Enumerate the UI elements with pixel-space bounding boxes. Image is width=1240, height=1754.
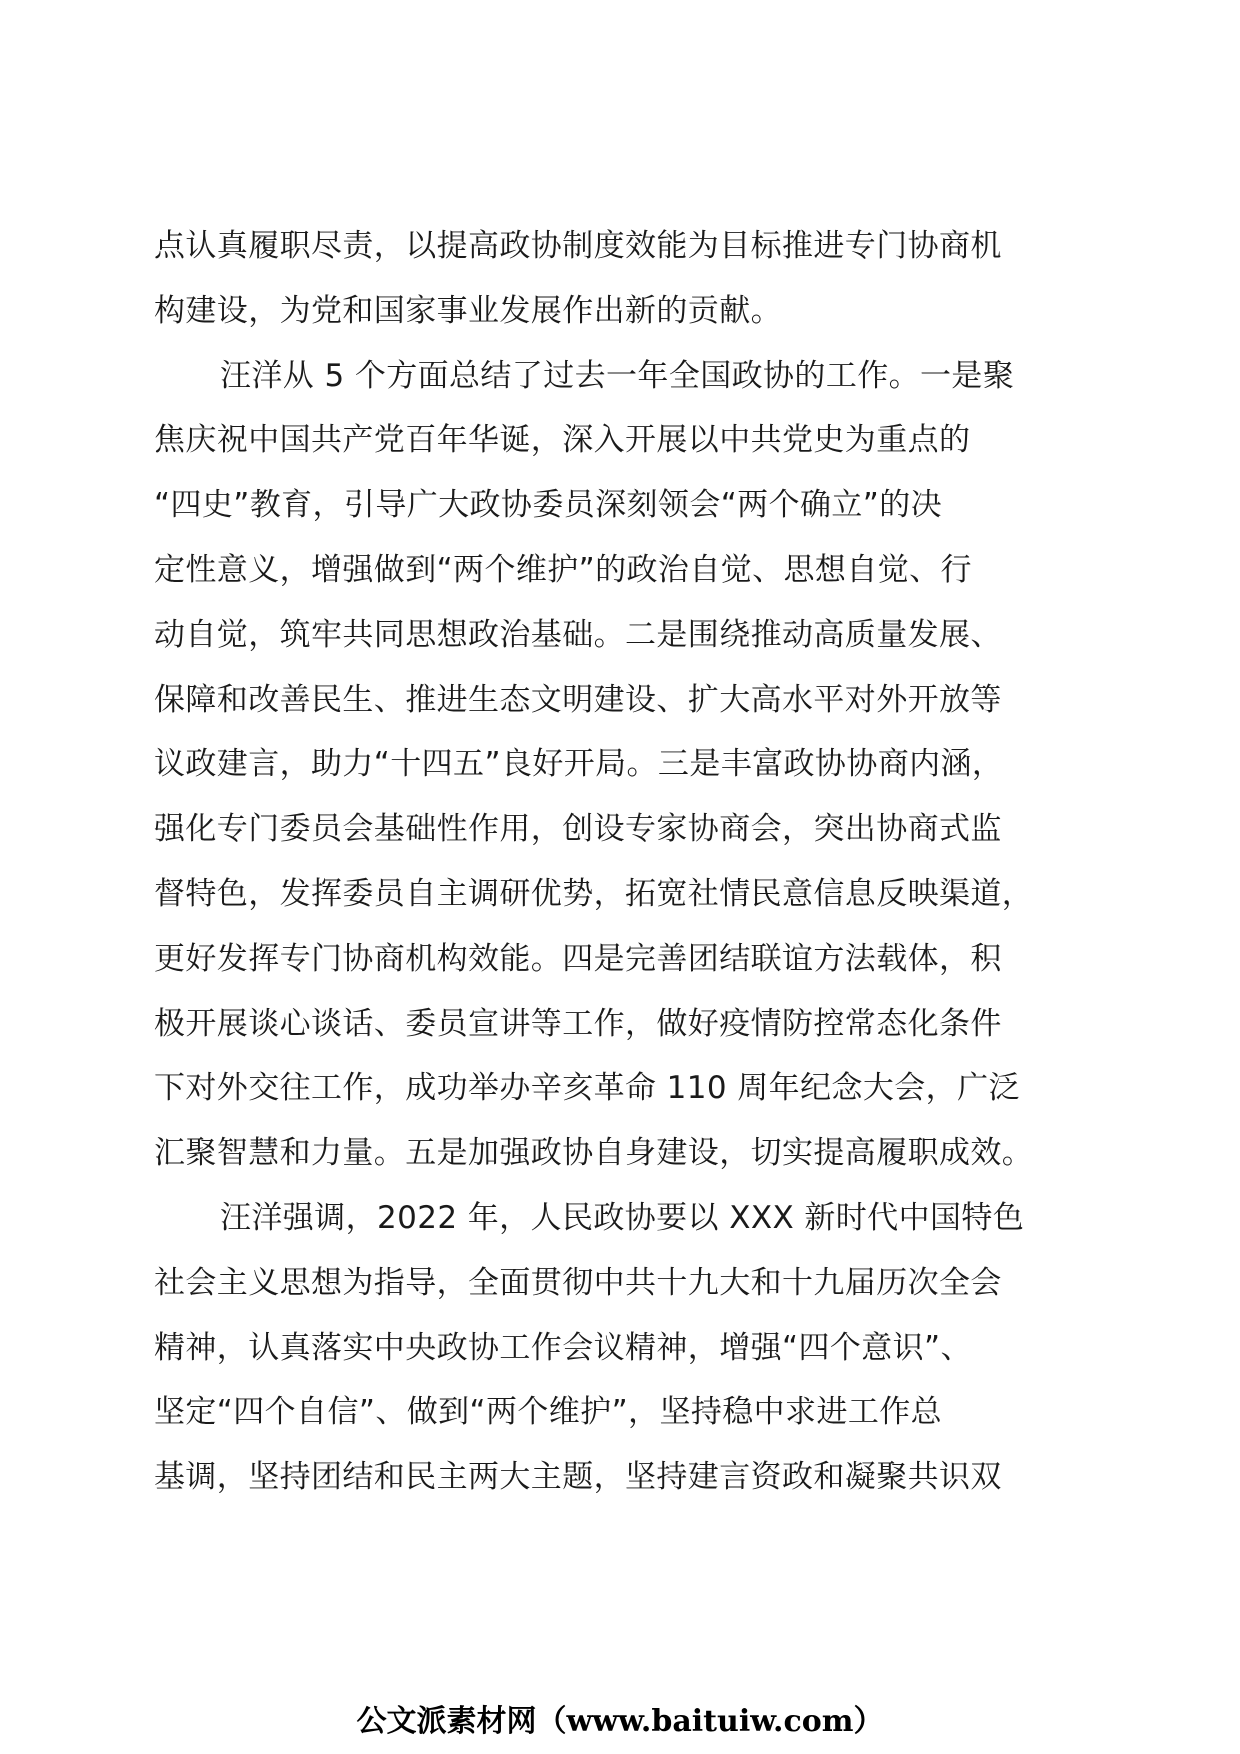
text-line: 构建设，为党和国家事业发展作出新的贡献。 (154, 292, 782, 329)
text-line: 极开展谈心谈话、委员宣讲等工作，做好疫情防控常态化条件 (154, 1005, 1002, 1042)
body-text (154, 214, 1094, 1510)
text-line: 定性意义，增强做到“两个维护”的政治自觉、思想自觉、行 (154, 551, 972, 588)
text-line: 社会主义思想为指导，全面贯彻中共十九大和十九届历次全会 (154, 1264, 1002, 1301)
text-line: 精神，认真落实中央政协工作会议精神，增强“四个意识”、 (154, 1329, 972, 1366)
text-line: 坚定“四个自信”、做到“两个维护”，坚持稳中求进工作总 (154, 1394, 943, 1431)
text-line: 动自觉，筑牢共同思想政治基础。二是围绕推动高质量发展、 (154, 616, 1002, 653)
text-line: 保障和改善民生、推进生态文明建设、扩大高水平对外开放等 (154, 681, 1002, 718)
text-line: 议政建言，助力“十四五”良好开局。三是丰富政协协商内涵， (154, 746, 1004, 783)
text-line: 督特色，发挥委员自主调研优势，拓宽社情民意信息反映渠道， (154, 875, 1034, 912)
text-line: 点认真履职尽责，以提高政协制度效能为目标推进专门协商机 (154, 228, 1002, 264)
text-line: 焦庆祝中国共产党百年华诞，深入开展以中共党史为重点的 (154, 422, 971, 459)
text-line: 汪洋从 5 个方面总结了过去一年全国政协的工作。一是聚 (220, 357, 1015, 394)
text-line: 更好发挥专门协商机构效能。四是完善团结联谊方法载体，积 (154, 940, 1002, 977)
text-line: 汇聚智慧和力量。五是加强政协自身建设，切实提高履职成效。 (154, 1135, 1034, 1172)
text-line: 汪洋强调，2022 年，人民政协要以 XXX 新时代中国特色 (220, 1199, 1025, 1236)
footer-watermark: 公文派素材网（www.baituiw.com） (356, 1704, 884, 1739)
text-line: 基调，坚持团结和民主两大主题，坚持建言资政和凝聚共识双 (154, 1459, 1002, 1496)
text-line: 强化专门委员会基础性作用，创设专家协商会，突出协商式监 (154, 811, 1002, 848)
text-line: 下对外交往工作，成功举办辛亥革命 110 周年纪念大会，广泛 (154, 1070, 1020, 1107)
text-line: “四史”教育，引导广大政协委员深刻领会“两个确立”的决 (154, 487, 943, 524)
